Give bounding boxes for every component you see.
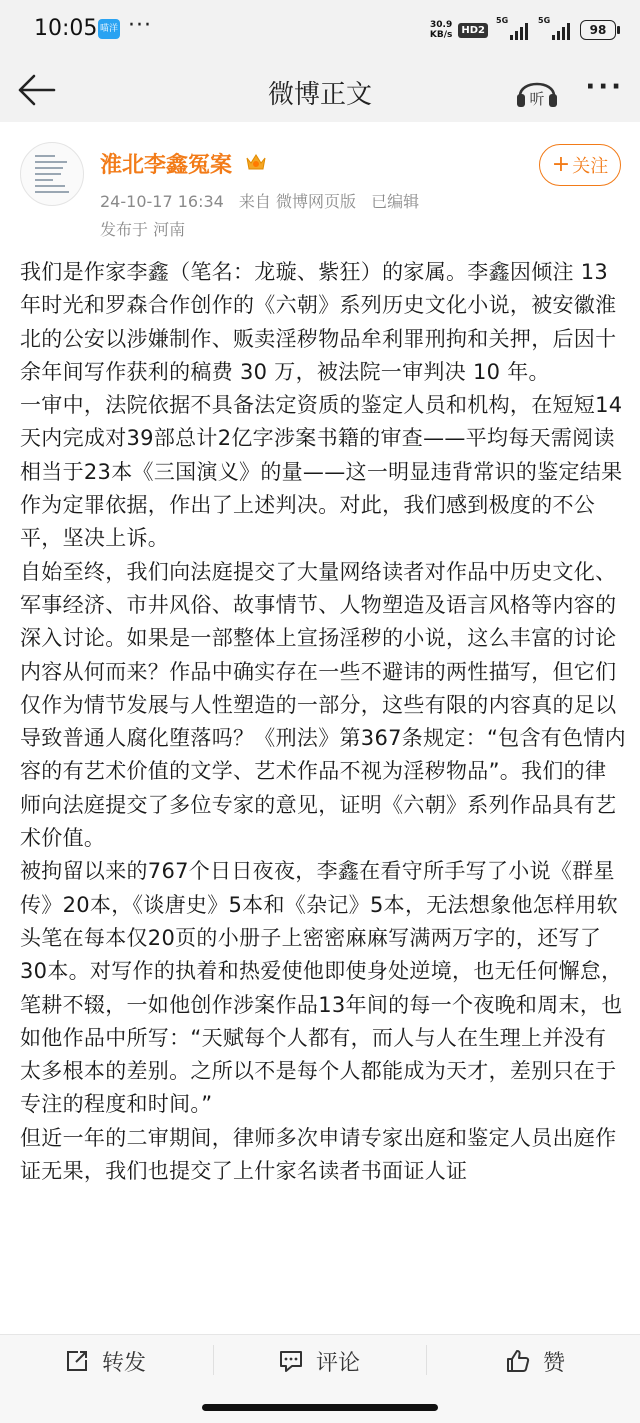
edited-label[interactable]: 已编辑	[371, 192, 420, 211]
username[interactable]: 淮北李鑫冤案	[100, 153, 233, 178]
follow-label: 关注	[572, 156, 609, 177]
share-icon	[64, 1348, 90, 1374]
like-button[interactable]	[505, 1343, 565, 1379]
post-meta	[100, 189, 429, 212]
comment-button[interactable]	[278, 1343, 360, 1379]
status-indicators	[430, 17, 616, 43]
notification-app-icon: 喵洋	[98, 19, 120, 39]
vip-crown-icon	[244, 150, 268, 174]
status-more-notifications: ···	[128, 13, 152, 38]
status-time: 10:05	[34, 16, 98, 41]
post-body	[20, 256, 626, 1188]
status-bar	[0, 0, 640, 60]
signal-1-label: 5G	[496, 16, 509, 25]
post-paragraph: 一审中，法院依据不具备法定资质的鉴定人员和机构，在短短14天内完成对39部总计2亿字涉案书籍的审查——平均每天需阅读相当于23本《三国演义》的量——这一明显违背常识的鉴定结果作为定罪依据，作出了上述判决。对此，我们感到极度的不公平，坚决上诉。	[20, 393, 623, 551]
thumbs-up-icon	[505, 1348, 531, 1374]
hd-voice-badge: HD2	[458, 23, 488, 38]
signal-2-label: 5G	[538, 16, 551, 25]
follow-button[interactable]	[539, 144, 621, 186]
nav-bar	[0, 60, 640, 122]
like-label: 赞	[543, 1350, 566, 1376]
post-location: 发布于 河南	[100, 220, 186, 239]
listen-headphones-icon[interactable]	[512, 66, 562, 116]
listen-label: 听	[529, 90, 545, 108]
home-indicator[interactable]	[202, 1404, 438, 1411]
signal-icon-2	[538, 16, 570, 40]
post-content	[0, 122, 640, 1334]
more-dots-icon[interactable]: ···	[585, 72, 624, 102]
network-speed-value: 30.9	[430, 20, 453, 30]
post-paragraph: 自始至终，我们向法庭提交了大量网络读者对作品中历史文化、军事经济、市井风俗、故事情节、人物塑造及语言风格等内容的深入讨论。如果是一部整体上宣扬淫秽的小说，这么丰富的讨论内容从何而来？作品中确实存在一些不避讳的两性描写，但它们仅作为情节发展与人性塑造的一部分，这些有限的内容真的足以导致普通人腐化堕落吗？《刑法》第367条规定：“包含有色情内容的有艺术价值的文学、艺术作品不视为淫秽物品”。我们的律师向法庭提交了多位专家的意见，证明《六朝》系列作品具有艺术价值。	[20, 559, 626, 851]
signal-icon-1	[496, 16, 528, 40]
action-divider	[426, 1345, 427, 1375]
comment-icon	[278, 1348, 304, 1374]
follow-plus: +	[551, 152, 571, 177]
repost-label: 转发	[102, 1350, 147, 1376]
page-title: 微博正文	[267, 80, 372, 110]
post-paragraph: 但近一年的二审期间，律师多次申请专家出庭和鉴定人员出庭作证无果，我们也提交了上什家名读者书面证人证	[20, 1125, 617, 1184]
avatar[interactable]	[20, 142, 84, 206]
battery-icon: 98	[580, 20, 616, 40]
post-source: 来自 微博网页版	[238, 192, 357, 211]
post-header	[0, 122, 640, 250]
action-divider	[213, 1345, 214, 1375]
network-speed	[430, 20, 452, 40]
repost-button[interactable]	[64, 1343, 146, 1379]
post-paragraph: 我们是作家李鑫（笔名：龙璇、紫狂）的家属。李鑫因倾注 13 年时光和罗森合作创作的《六朝》系列历史文化小说，被安徽淮北的公安以涉嫌制作、贩卖淫秽物品牟利罪刑拘和关押，后因十余年间写作获利的稿费 30 万，被法院一审判决 10 年。	[20, 260, 617, 384]
post-paragraph: 被拘留以来的767个日日夜夜，李鑫在看守所手写了小说《群星传》20本，《谈唐史》5本和《杂记》5本，无法想象他怎样用软头笔在每本仅20页的小册子上密密麻麻写满两万字的，还写了30本。对写作的执着和热爱使他即使身处逆境，也无任何懈怠，笔耕不辍，一如他创作涉案作品13年间的每一个夜晚和周末，也如他作品中所写：“天赋每个人都有，而人与人在生理上并没有太多根本的差别。之所以不是每个人都能成为天才，差别只在于专注的程度和时间。”	[20, 859, 623, 1117]
comment-label: 评论	[316, 1350, 361, 1376]
network-speed-unit: KB/s	[429, 30, 453, 40]
post-date: 24-10-17 16:34	[100, 192, 224, 211]
